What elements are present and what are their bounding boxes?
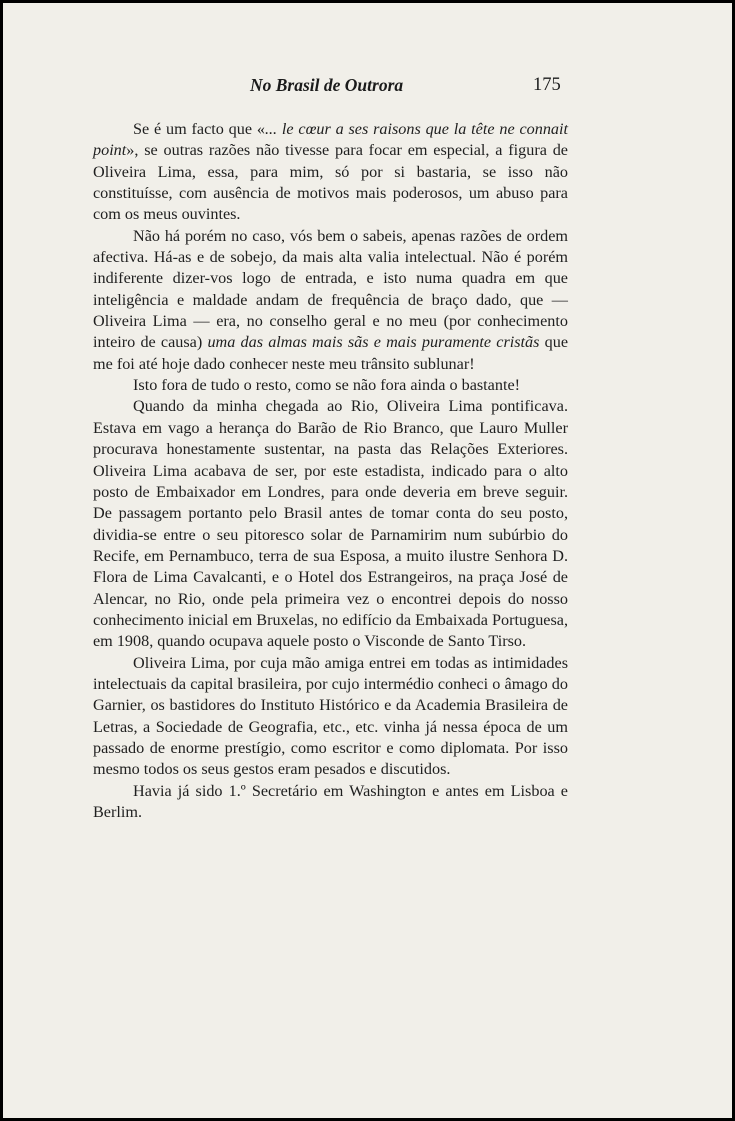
italic-phrase: uma das almas mais sãs e mais puramente cristãs xyxy=(207,333,540,352)
paragraph-text: Se é um facto que « xyxy=(133,120,265,138)
paragraph xyxy=(93,119,568,226)
paragraph: Quando da minha chegada ao Rio, Oliveira Lima pontificava. Estava em vago a herança do Barão de Rio Branco, que Lauro Muller procurava honestamente sustentar, na pasta das Relações Exteriores. Oliveira Lima acabava de ser, por este estadista, indicado para o alto posto de Embaixador em Londres, para onde deveria em breve seguir. De passagem portanto pelo Brasil antes de tomar conta do seu posto, dividia-se entre o seu pitoresco solar de Parnamirim num subúrbio do Recife, em Pernambuco, terra de sua Esposa, a muito ilustre Senhora D. Flora de Lima Cavalcanti, e o Hotel dos Estrangeiros, na praça José de Alencar, no Rio, onde pela primeira vez o encontrei depois do nosso conhecimento inicial em Bruxelas, no edifício da Embaixada Portuguesa, em 1908, quando ocupava aquele posto o Visconde de Santo Tirso. xyxy=(93,397,568,651)
paragraph-text: que me foi até hoje dado conhecer neste meu trânsito sublunar! xyxy=(93,333,569,373)
paragraph xyxy=(93,226,568,375)
page-header xyxy=(3,75,732,101)
running-title: No Brasil de Outrora xyxy=(250,75,404,95)
page-number: 175 xyxy=(533,75,561,95)
paragraph: Isto fora de tudo o resto, como se não fora ainda o bastante! xyxy=(133,376,521,395)
paragraph: Oliveira Lima, por cuja mão amiga entrei em todas as intimidades intelectuais da capital brasileira, por cujo intermédio conheci o âmago do Garnier, os bastidores do Instituto Histórico e da Academia Brasileira de Letras, a Sociedade de Geografia, etc., etc. vinha já nessa época de um passado de enorme prestígio, como escritor e como diplomata. Por isso mesmo todos os seus gestos eram pesados e discutidos. xyxy=(93,653,568,779)
paragraph-text: Não há porém no caso, vós bem o sabeis, apenas razões de ordem afectiva. Há-as e de sobejo, da mais alta valia intelectual. Não é porém indiferente dizer-vos logo de entrada, e isto numa quadra em que inteligência e maldade andam de frequência de braço dado, que — Oliveira Lima — era, no conselho geral e no meu (por conhecimento inteiro de causa) xyxy=(93,226,568,352)
book-page xyxy=(3,3,732,1118)
paragraph-text: », se outras razões não tivesse para focar em especial, a figura de Oliveira Lima, essa, para mim, só por si bastaria, se isso não constituísse, com ausência de motivos mais poderosos, um abuso para com os meus ouvintes. xyxy=(93,141,568,224)
french-quote: ... le cœur a ses raisons que la tête ne connait point xyxy=(93,120,569,160)
paragraph: Havia já sido 1.º Secretário em Washington e antes em Lisboa e Berlim. xyxy=(93,781,568,821)
body-text xyxy=(93,119,568,823)
